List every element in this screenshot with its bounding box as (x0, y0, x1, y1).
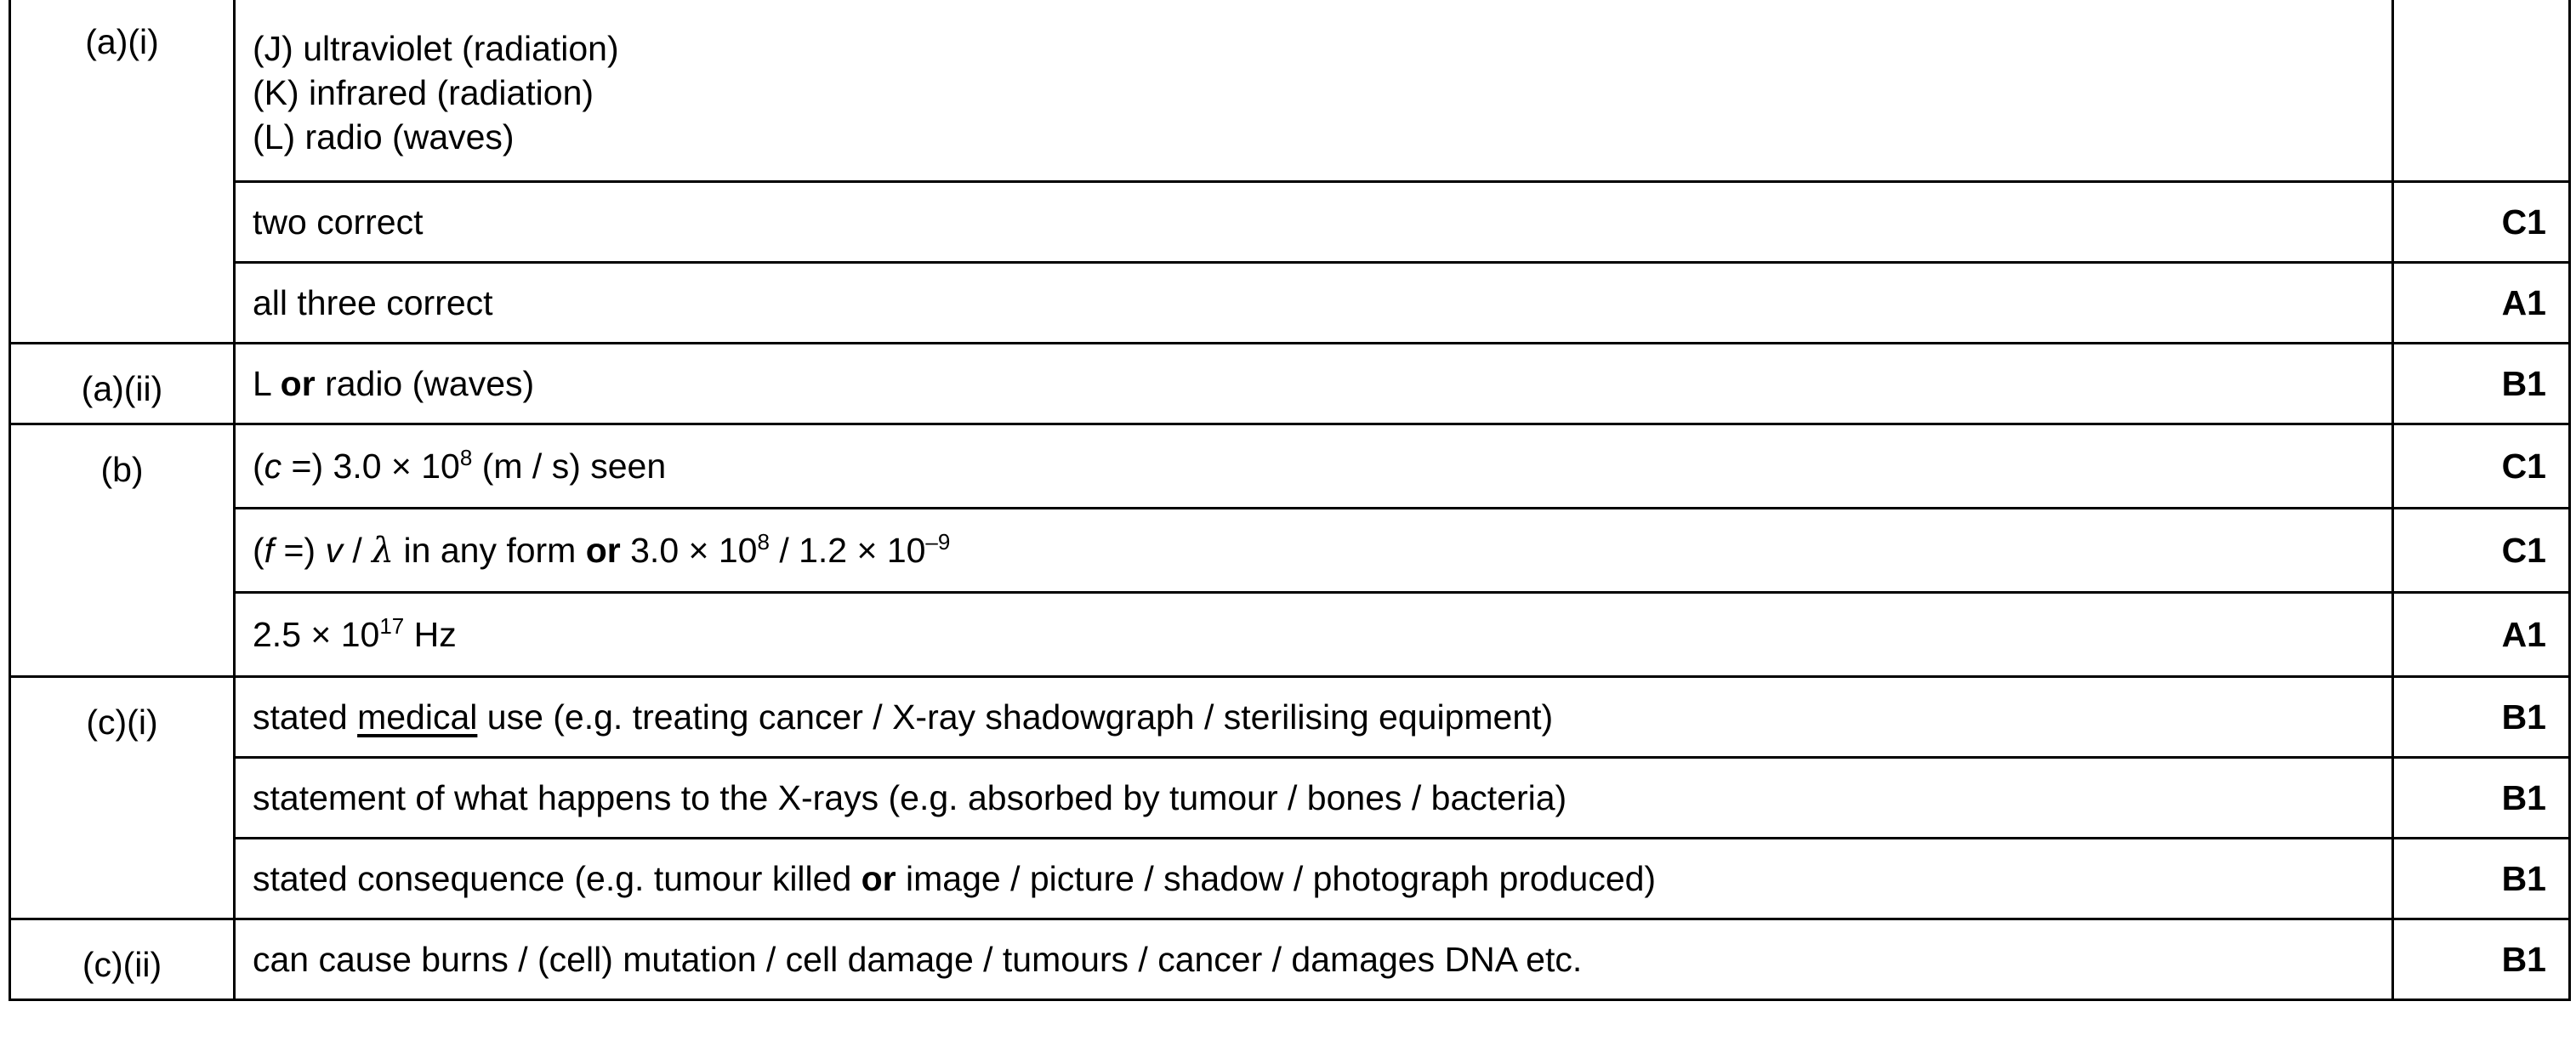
wavelength-symbol: λ (372, 530, 395, 571)
answer-cell: statement of what happens to the X-rays (e.g. absorbed by tumour / bones / bacteria) (235, 758, 2393, 839)
answer-cell: all three correct (235, 263, 2393, 344)
frequency-symbol: f (264, 531, 275, 570)
marks-cell: C1 (2393, 182, 2570, 263)
exponent: 17 (379, 613, 405, 639)
table-row (10, 593, 2570, 677)
question-number: (a)(ii) (10, 344, 235, 424)
marks-cell: B1 (2393, 344, 2570, 424)
question-number: (c)(ii) (10, 919, 235, 1000)
answer-text: stated (253, 697, 358, 737)
answer-text: (m / s) seen (472, 447, 667, 486)
answer-text: 3.0 × 10 (620, 531, 758, 570)
answer-line: (L) radio (waves) (253, 117, 515, 156)
answer-line: (J) ultraviolet (radiation) (253, 28, 619, 68)
answer-cell (235, 677, 2393, 758)
mark-scheme-table (9, 0, 2571, 1001)
table-row (10, 677, 2570, 758)
answer-connective: or (861, 859, 896, 898)
marks-cell: B1 (2393, 839, 2570, 919)
answer-cell (235, 344, 2393, 424)
table-row (10, 509, 2570, 593)
table-row (10, 424, 2570, 509)
answer-text: in any form (394, 531, 586, 570)
answer-text: 2.5 × 10 (253, 615, 380, 654)
marks-cell: B1 (2393, 919, 2570, 1000)
underlined-keyword: medical (357, 697, 478, 737)
exponent: 8 (757, 529, 770, 555)
marks-cell: C1 (2393, 424, 2570, 509)
answer-cell: two correct (235, 182, 2393, 263)
answer-text: Hz (404, 615, 457, 654)
marks-cell: C1 (2393, 509, 2570, 593)
answer-text: image / picture / shadow / photograph produced) (896, 859, 1657, 898)
table-row (10, 344, 2570, 424)
answer-text: stated consequence (e.g. tumour killed (253, 859, 862, 898)
table-row (10, 263, 2570, 344)
answer-text: =) 3.0 × 10 (281, 447, 460, 486)
answer-text: L (253, 364, 281, 403)
table-row (10, 839, 2570, 919)
exponent: 8 (459, 445, 473, 470)
answer-text: ( (253, 447, 264, 486)
marks-cell: A1 (2393, 263, 2570, 344)
velocity-symbol: v (325, 531, 343, 570)
table-row (10, 919, 2570, 1000)
answer-cell: can cause burns / (cell) mutation / cell damage / tumours / cancer / damages DNA etc. (235, 919, 2393, 1000)
marks-cell: B1 (2393, 677, 2570, 758)
answer-cell (235, 593, 2393, 677)
answer-text: radio (waves) (315, 364, 535, 403)
answer-cell (235, 0, 2393, 182)
question-number: (a)(i) (10, 0, 235, 344)
question-number: (b) (10, 424, 235, 677)
marks-cell: B1 (2393, 758, 2570, 839)
question-number: (c)(i) (10, 677, 235, 919)
marks-cell (2393, 0, 2570, 182)
answer-text: use (e.g. treating cancer / X-ray shadowgraph / sterilising equipment) (477, 697, 1554, 737)
answer-cell (235, 424, 2393, 509)
answer-cell (235, 509, 2393, 593)
answer-line: (K) infrared (radiation) (253, 72, 594, 112)
table-row (10, 182, 2570, 263)
answer-text: ( (253, 531, 264, 570)
answer-cell (235, 839, 2393, 919)
table-row (10, 758, 2570, 839)
exponent: –9 (925, 529, 951, 555)
speed-symbol: c (264, 447, 282, 486)
answer-connective: or (585, 531, 621, 570)
answer-connective: or (280, 364, 316, 403)
marks-cell: A1 (2393, 593, 2570, 677)
answer-text: =) (274, 531, 326, 570)
answer-text: / (342, 531, 372, 570)
table-row (10, 0, 2570, 182)
answer-text: / 1.2 × 10 (769, 531, 926, 570)
